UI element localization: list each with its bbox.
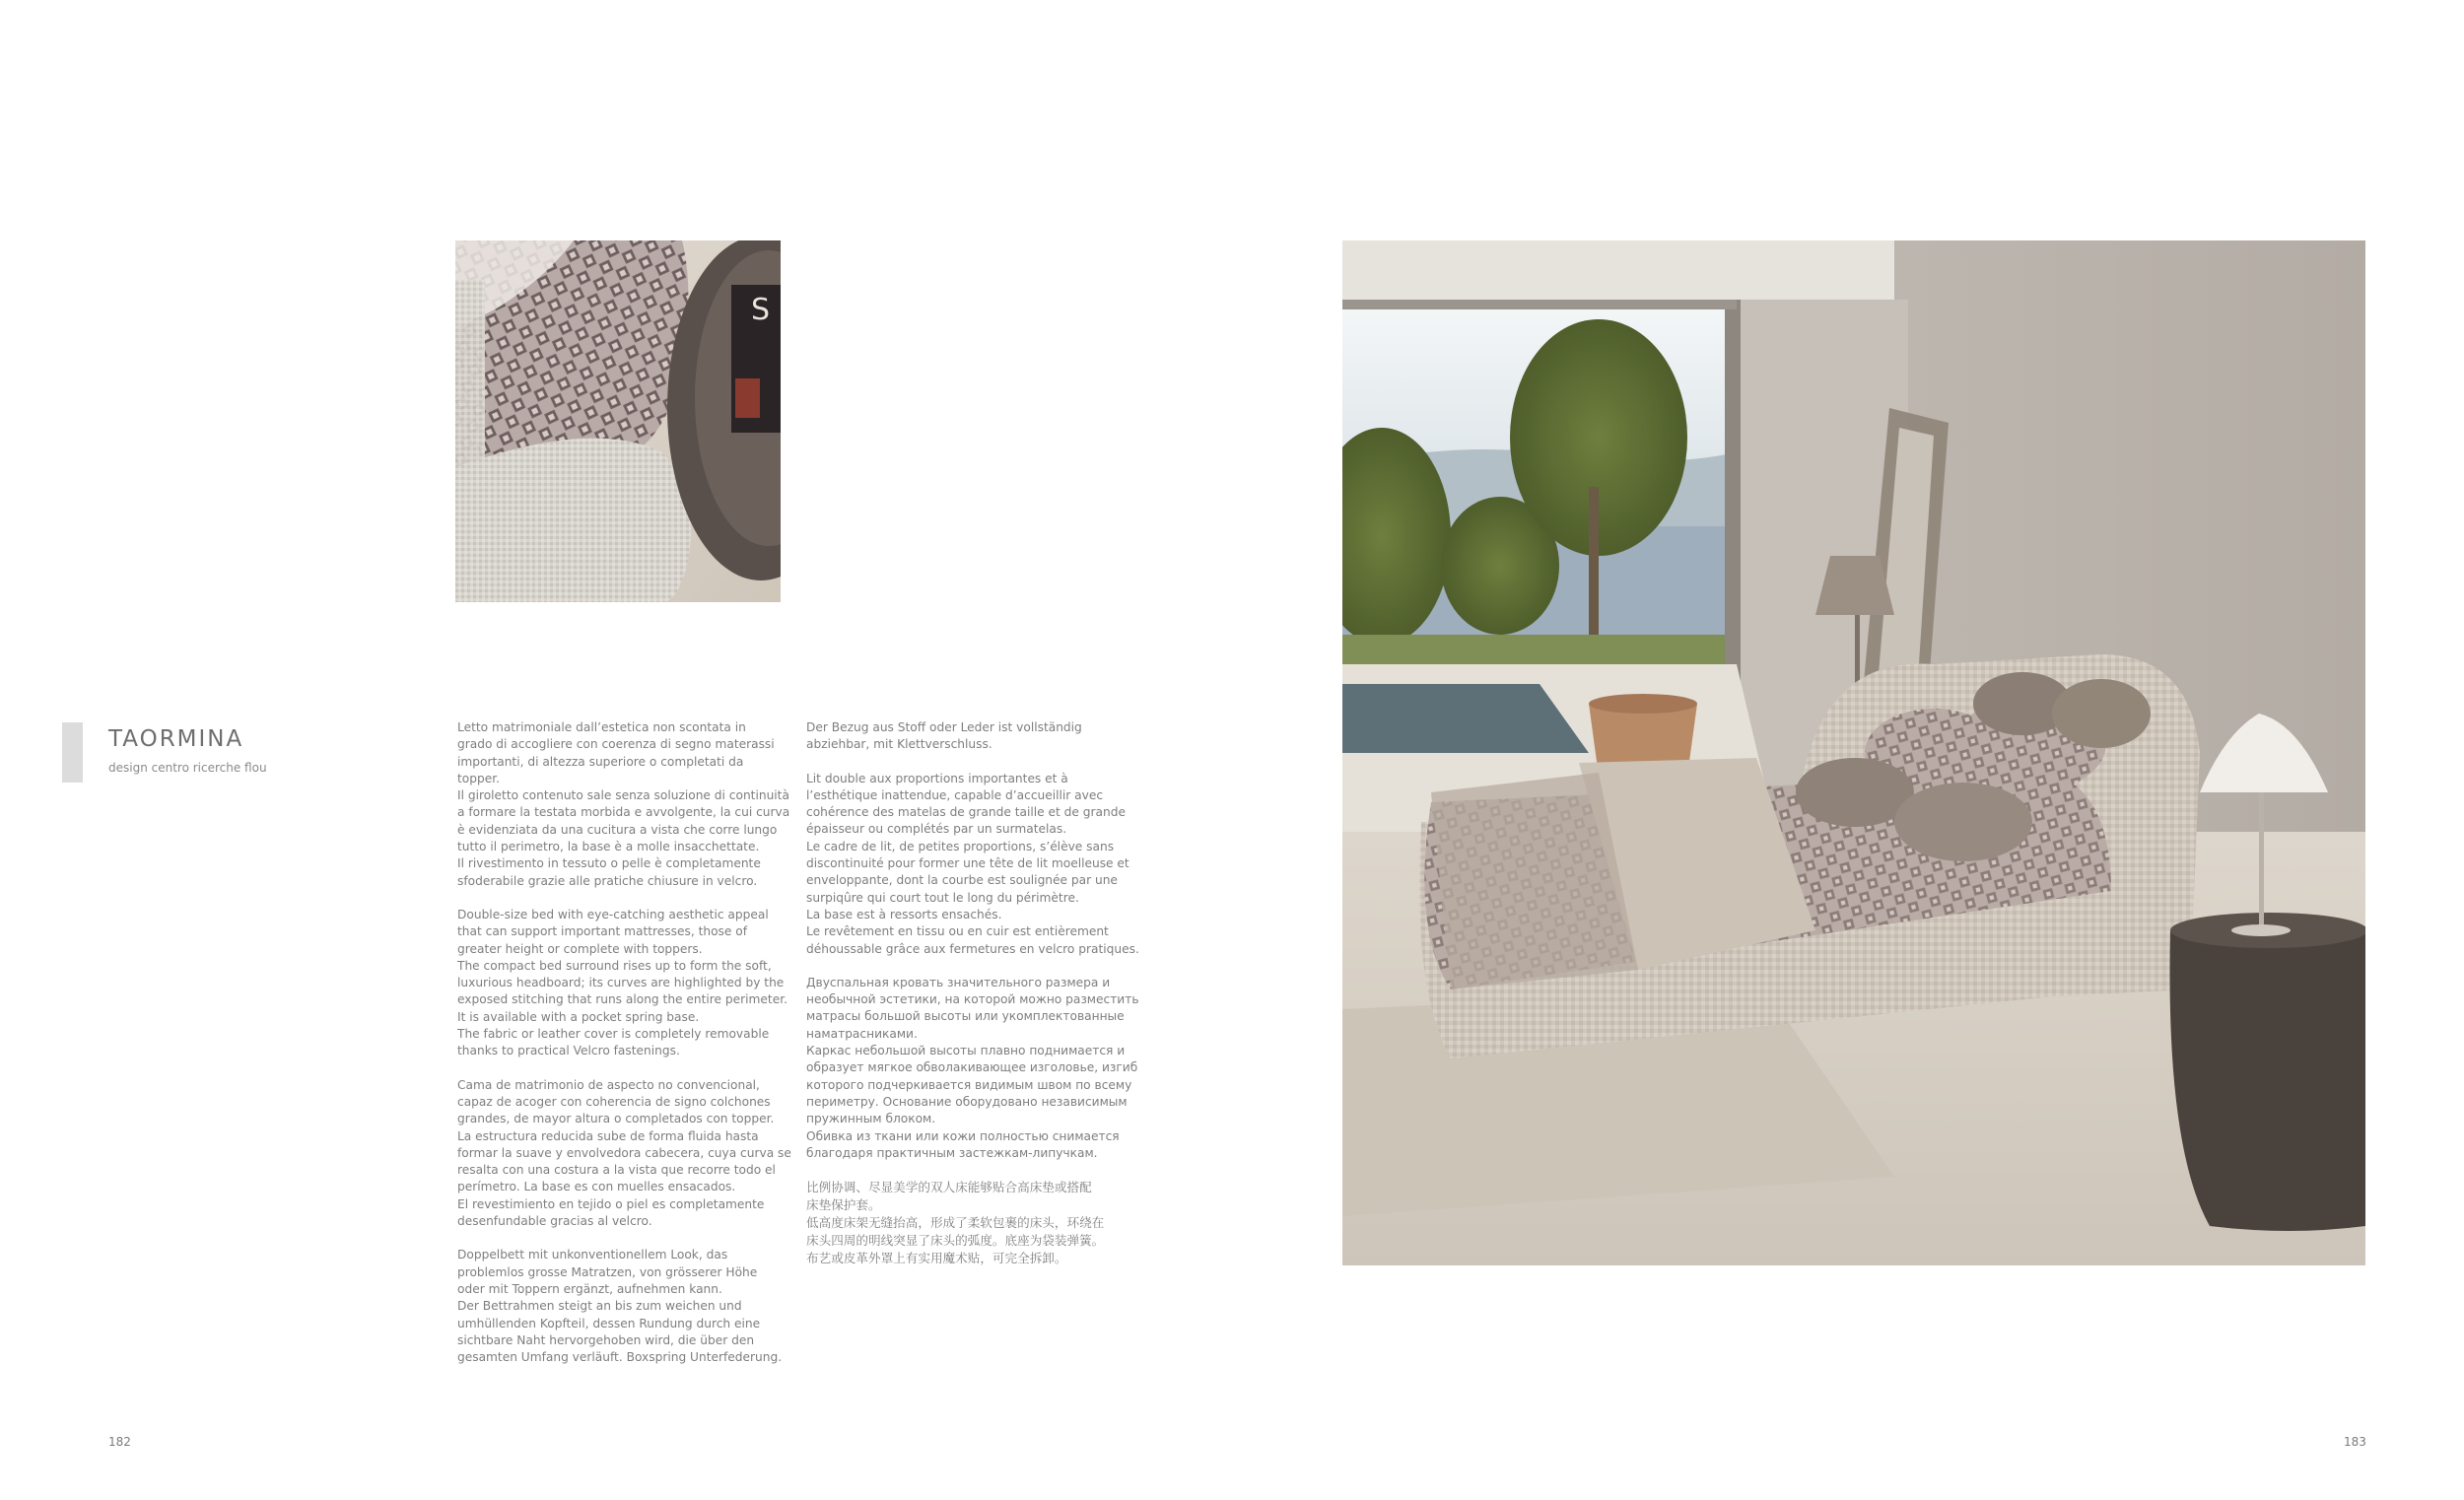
svg-text:S: S xyxy=(751,293,771,327)
description-russian: Двуспальная кровать значительного размера и необычной эстетики, на которой можно разместить матрасы большой высоты или укомплектованные наматрасниками. Каркас небольшой высоты плавно поднимается и образует мягкое обволакивающее изголовье, изгиб которого подчеркивается видимым швом по всему периметру. Основание оборудовано независимым пружинным блоком. Обивка из ткани или кожи полностью снимается благодаря практичным застежкам-липучкам. xyxy=(806,975,1139,1160)
page-number-left: 182 xyxy=(108,1435,131,1449)
bedroom-photo xyxy=(1342,240,2365,1265)
description-german-continued: Der Bezug aus Stoff oder Leder ist vollständig abziehbar, mit Klettverschluss. xyxy=(806,720,1082,752)
description-spanish: Cama de matrimonio de aspecto no convencional, capaz de acoger con coherencia de signo colchones grandes, de mayor altura o completados con topper. La estructura reducida sube de forma fluida hasta formar la suave y envolvedora cabecera, cuya curva se resalta con una costura a la vista que recorre todo el perímetro. La base es con muelles ensacados. El revestimiento en tejido o piel es completamente desenfundable gracias al velcro. xyxy=(457,1077,791,1229)
description-english: Double-size bed with eye-catching aesthetic appeal that can support important mattresses, those of greater height or complete with toppers. The compact bed surround rises up to form the soft, luxurious headboard; its curves are highlighted by the exposed stitching that runs along the entire perimeter. It is available with a pocket spring base. The fabric or leather cover is completely removable thanks to practical Velcro fastenings. xyxy=(457,907,787,1058)
detail-photo xyxy=(455,240,781,602)
detail-photo-illustration xyxy=(455,240,781,602)
product-title: TAORMINA xyxy=(108,726,244,752)
description-german: Doppelbett mit unkonventionellem Look, das problemlos grosse Matratzen, von grösserer Höhe oder mit Toppern ergänzt, aufnehmen kann. Der Bettrahmen steigt an bis zum weichen und umhüllenden Kopfteil, dessen Rundung durch eine sichtbare Naht hervorgehoben wird, die über den gesamten Umfang verläuft. Boxspring Unterfederung. xyxy=(457,1248,783,1365)
description-column-1 xyxy=(457,719,792,1383)
description-french: Lit double aux proportions importantes et à l’esthétique inattendue, capable d’accueillir avec cohérence des matelas de grande taille et de grande épaisseur ou complétés par un surmatelas. Le cadre de lit, de petites proportions, s’élève sans discontinuité pour former une tête de lit moelleuse et enveloppante, dont la courbe est soulignée par une surpiqûre qui court tout le long du périmètre. La base est à ressorts ensachés. Le revêtement en tissu ou en cuir est entièrement déhoussable grâce aux fermetures en velcro pratiques. xyxy=(806,771,1139,956)
description-italian: Letto matrimoniale dall’estetica non scontata in grado di accogliere con coerenza di segno materassi importanti, di altezza superiore o completati da topper. Il giroletto contenuto sale senza soluzione di continuità a formare la testata morbida e avvolgente, la cui curva è evidenziata da una cucitura a vista che corre lungo tutto il perimetro, la base è a molle insacchettate. Il rivestimento in tessuto o pelle è completamente sfoderabile grazie alle pratiche chiusure in velcro. xyxy=(457,720,790,888)
designer-credit: design centro ricerche flou xyxy=(108,761,267,775)
description-chinese: 比例协调、尽显美学的双人床能够贴合高床垫或搭配 床垫保护套。 低高度床架无缝抬高，形成了柔软包裹的床头，环绕在 床头四周的明线突显了床头的弧度。底座为袋装弹簧。 布艺或皮革外罩上有实用魔术贴，可完全拆卸。 xyxy=(806,1180,1105,1266)
description-column-2 xyxy=(806,719,1141,1284)
bedroom-illustration xyxy=(1342,240,2365,1265)
title-accent-bar xyxy=(62,722,83,783)
page-number-right: 183 xyxy=(2344,1435,2366,1449)
